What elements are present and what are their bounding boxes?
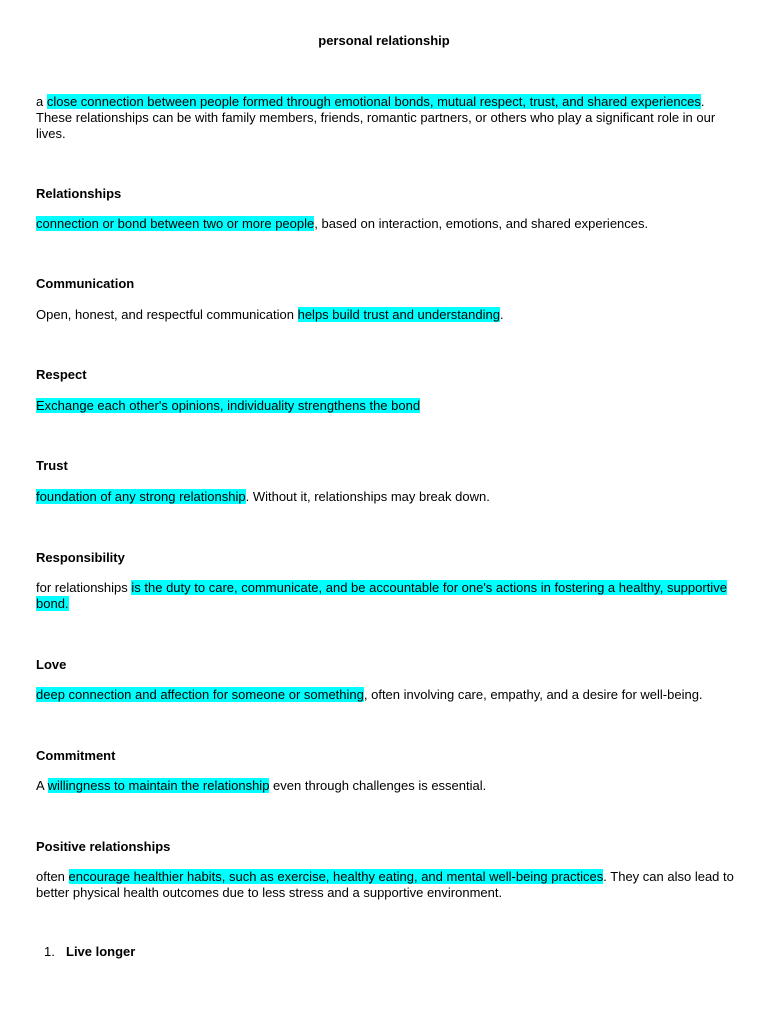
intro-paragraph [36,94,736,142]
body-text: Open, honest, and respectful communication [36,307,298,322]
list-item [44,944,135,960]
body-highlight: helps build trust and understanding [297,307,500,322]
body-text-tail: . Without it, relationships may break down. [245,489,490,504]
body-text-tail: . [499,307,504,322]
section-heading-commitment: Commitment [36,748,116,763]
section-body-respect [36,398,736,414]
list-item-number: 1. [44,944,55,959]
section-heading-positive-relationships: Positive relationships [36,839,171,854]
body-highlight: encourage healthier habits, such as exercise, healthy eating, and mental well-being practices [68,869,604,884]
intro-highlight: close connection between people formed through emotional bonds, mutual respect, trust, and shared experiences [46,94,701,109]
body-text-tail: . They can also lead to better physical health outcomes due to less stress and a supportive environment. [36,869,734,900]
section-body-commitment [36,778,736,794]
section-body-trust [36,489,736,505]
section-heading-responsibility: Responsibility [36,550,125,565]
body-text-tail: even through challenges is essential. [269,778,487,793]
body-text-tail: , based on interaction, emotions, and shared experiences. [314,216,649,231]
body-highlight: connection or bond between two or more people [36,216,315,231]
list-item-label: Live longer [66,944,136,959]
section-heading-love: Love [36,657,67,672]
body-text: A [36,778,48,793]
section-body-relationships [36,216,736,232]
intro-text: a [36,94,47,109]
intro-text-tail: . These relationships can be with family members, friends, romantic partners, or others who play a significant role in our lives. [36,94,716,141]
body-highlight: deep connection and affection for someone or something [36,687,364,702]
body-highlight: willingness to maintain the relationship [47,778,270,793]
body-text-tail: , often involving care, empathy, and a desire for well-being. [363,687,703,702]
section-body-positive-relationships [36,869,736,901]
section-heading-trust: Trust [36,458,68,473]
section-body-communication [36,307,736,323]
body-highlight: is the duty to care, communicate, and be accountable for one's actions in fostering a healthy, supportive bond. [36,580,727,611]
section-heading-communication: Communication [36,276,135,291]
body-text: often [36,869,69,884]
body-text: for relationships [36,580,132,595]
body-highlight: Exchange each other's opinions, individuality strengthens the bond [36,398,421,413]
document-title: personal relationship [318,33,450,48]
section-body-responsibility [36,580,736,612]
body-highlight: foundation of any strong relationship [36,489,246,504]
section-heading-respect: Respect [36,367,87,382]
section-body-love [36,687,736,703]
section-heading-relationships: Relationships [36,186,122,201]
